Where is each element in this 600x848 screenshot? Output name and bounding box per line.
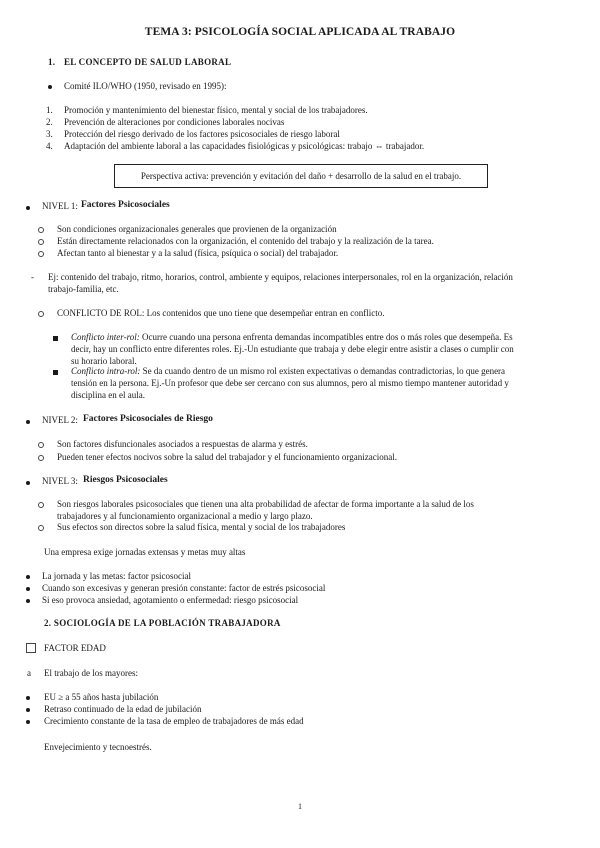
list-item: Son condiciones organizacionales generales que provienen de la organización — [57, 224, 337, 234]
list-item: Prevención de alteraciones por condiciones laborales nocivas — [64, 117, 285, 127]
section1-heading: EL CONCEPTO DE SALUD LABORAL — [64, 57, 232, 67]
nivel1-title: Factores Psicosociales — [81, 200, 170, 210]
bullet-marker — [38, 502, 44, 508]
inter-rol-line: decir, hay un conflicto entre diferentes roles. Ej.-Un estudiante que trabaja y debe elegir entre asistir a clases o cumplir con — [71, 344, 514, 354]
list-item: Adaptación del ambiente laboral a las capacidades fisiológicas y psicológicas: trabajo ⇔ trabajador. — [64, 141, 425, 151]
nivel3-title: Riesgos Psicosociales — [83, 475, 168, 485]
list-item: Cuando son excesivas y generan presión constante: factor de estrés psicosocial — [42, 583, 326, 593]
factor-edad: FACTOR EDAD — [44, 643, 106, 653]
bullet-marker — [38, 239, 44, 245]
list-number: 1. — [46, 105, 53, 115]
bullet-marker — [38, 251, 44, 257]
bullet-marker — [38, 311, 44, 317]
page-title: TEMA 3: PSICOLOGÍA SOCIAL APLICADA AL TRABAJO — [144, 26, 456, 38]
list-item: Afectan tanto al bienestar y a la salud (física, psíquica o social) del trabajador. — [57, 248, 339, 258]
section2-heading: 2. SOCIOLOGÍA DE LA POBLACIÓN TRABAJADORA — [44, 618, 281, 628]
bullet-marker — [26, 587, 30, 591]
bullet-marker — [26, 206, 30, 210]
inter-rol-line: Conflicto inter-rol: Ocurre cuando una persona enfrenta demandas incompatibles entre dos o más roles que desempeña. Es — [71, 332, 513, 342]
section1-bullet: Comité ILO/WHO (1950, revisado en 1995): — [64, 81, 227, 91]
bullet-marker — [26, 708, 30, 712]
intra-rol-term: Conflicto intra-rol: — [71, 366, 141, 376]
list-number: 2. — [46, 117, 53, 127]
section1-number: 1. — [48, 57, 56, 67]
list-letter: a — [27, 668, 31, 678]
list-item: Retraso continuado de la edad de jubilación — [44, 704, 202, 714]
bullet-marker — [38, 442, 44, 448]
checkbox[interactable] — [26, 643, 36, 653]
bullet-marker — [38, 455, 44, 461]
bullet-marker — [26, 575, 30, 579]
bullet-marker — [38, 227, 44, 233]
bullet-marker — [26, 720, 30, 724]
list-item: Si eso provoca ansiedad, agotamiento o enfermedad: riesgo psicosocial — [42, 595, 299, 605]
bullet-marker — [26, 696, 30, 700]
list-item: El trabajo de los mayores: — [44, 668, 138, 678]
list-number: 4. — [46, 141, 53, 151]
bullet-marker — [48, 85, 52, 89]
bullet-marker — [38, 525, 44, 531]
nivel2-title: Factores Psicosociales de Riesgo — [83, 414, 213, 424]
conflicto-rol: CONFLICTO DE ROL: Los contenidos que uno tiene que desempeñar entran en conflicto. — [57, 308, 385, 318]
page-number: 1 — [298, 802, 302, 811]
list-item: Sus efectos son directos sobre la salud física, mental y social de los trabajadores — [57, 522, 346, 532]
example-dash: - — [31, 272, 34, 282]
inter-rol-term: Conflicto inter-rol: — [71, 332, 140, 342]
bullet-marker — [26, 420, 30, 424]
list-item: EU ≥ a 55 años hasta jubilación — [44, 692, 159, 702]
bullet-marker — [53, 336, 58, 341]
intra-rol-line: tensión en la persona. Ej.-Un profesor que debe ser cercano con sus alumnos, pero al mismo tiempo mantener autoridad y — [71, 378, 509, 388]
intra-rol-line: disciplina en el aula. — [71, 390, 145, 400]
bullet-marker — [53, 370, 58, 375]
list-number: 3. — [46, 129, 53, 139]
list-item: Son factores disfuncionales asociados a respuestas de alarma y estrés. — [57, 439, 308, 449]
list-item: Pueden tener efectos nocivos sobre la salud del trabajador y el funcionamiento organizacional. — [57, 452, 397, 462]
list-item: Están directamente relacionados con la organización, el contenido del trabajo y la realización de la tarea. — [57, 236, 434, 246]
list-item: Protección del riesgo derivado de los factores psicosociales de riesgo laboral — [64, 129, 340, 139]
example-line: trabajo-familia, etc. — [48, 284, 119, 294]
example-line: Ej: contenido del trabajo, ritmo, horarios, control, ambiente y equipos, relaciones interpersonales, rol en la organización, relación — [48, 272, 513, 282]
closing-text: Envejecimiento y tecnoestrés. — [44, 742, 152, 752]
intra-rol-line: Conflicto intra-rol: Se da cuando dentro de un mismo rol existen expectativas o demandas contradictorias, lo que genera — [71, 366, 506, 376]
nivel3-label: NIVEL 3: — [42, 476, 78, 486]
inter-rol-line: su horario laboral. — [71, 356, 137, 366]
list-item: Crecimiento constante de la tasa de empleo de trabajadores de más edad — [44, 716, 304, 726]
nivel1-label: NIVEL 1: — [42, 201, 78, 211]
list-item: Son riesgos laborales psicosociales que tienen una alta probabilidad de afectar de forma importante a la salud de los — [57, 499, 474, 509]
example-intro: Una empresa exige jornadas extensas y metas muy altas — [44, 547, 246, 557]
bullet-marker — [26, 599, 30, 603]
list-item: Promoción y mantenimiento del bienestar físico, mental y social de los trabajadores. — [64, 105, 368, 115]
list-item: trabajadores y al funcionamiento organizacional a medio y largo plazo. — [57, 511, 313, 521]
bullet-marker — [26, 481, 30, 485]
highlight-box: Perspectiva activa: prevención y evitación del daño + desarrollo de la salud en el trabajo. — [114, 164, 488, 188]
list-item: La jornada y las metas: factor psicosocial — [42, 571, 191, 581]
nivel2-label: NIVEL 2: — [42, 415, 78, 425]
